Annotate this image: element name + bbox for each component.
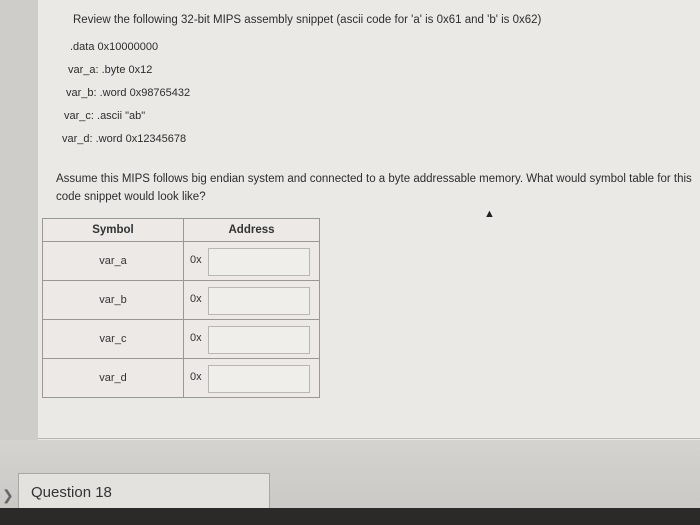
code-line-var-c: var_c: .ascii "ab" <box>64 110 146 122</box>
address-header: Address <box>184 219 320 242</box>
symbol-header: Symbol <box>43 219 184 242</box>
screen-bezel <box>0 508 700 525</box>
code-line-var-a: var_a: .byte 0x12 <box>68 64 153 76</box>
table-header-row <box>43 219 320 242</box>
table-row <box>43 281 320 320</box>
address-cell <box>184 242 320 281</box>
code-line-var-d: var_d: .word 0x12345678 <box>62 133 187 145</box>
code-line-data: .data 0x10000000 <box>70 41 159 53</box>
address-cell <box>184 359 320 398</box>
table-row <box>43 242 320 281</box>
var-b-address-input[interactable] <box>208 287 310 315</box>
mouse-pointer-icon: ▲ <box>484 208 495 220</box>
question-prompt: Assume this MIPS follows big endian system and connected to a byte addressable memory. What would symbol table for this code snippet would look like? <box>56 173 692 203</box>
var-d-address-input[interactable] <box>208 365 310 393</box>
symbol-cell: var_b <box>43 281 184 320</box>
symbol-cell: var_c <box>43 320 184 359</box>
address-cell <box>184 320 320 359</box>
hex-prefix: 0x <box>190 332 202 344</box>
chevron-left-icon[interactable]: ❯ <box>2 487 14 503</box>
symbol-cell: var_d <box>43 359 184 398</box>
var-c-address-input[interactable] <box>208 326 310 354</box>
symbol-table <box>42 218 320 398</box>
hex-prefix: 0x <box>190 254 202 266</box>
table-row <box>43 359 320 398</box>
address-cell <box>184 281 320 320</box>
code-line-var-b: var_b: .word 0x98765432 <box>66 87 191 99</box>
next-question-title: Question 18 <box>31 484 112 501</box>
table-row <box>43 320 320 359</box>
var-a-address-input[interactable] <box>208 248 310 276</box>
symbol-cell: var_a <box>43 242 184 281</box>
card-divider <box>38 438 700 439</box>
question-intro: Review the following 32-bit MIPS assembly snippet (ascii code for 'a' is 0x61 and 'b' is 0x62) <box>73 14 542 26</box>
hex-prefix: 0x <box>190 371 202 383</box>
hex-prefix: 0x <box>190 293 202 305</box>
